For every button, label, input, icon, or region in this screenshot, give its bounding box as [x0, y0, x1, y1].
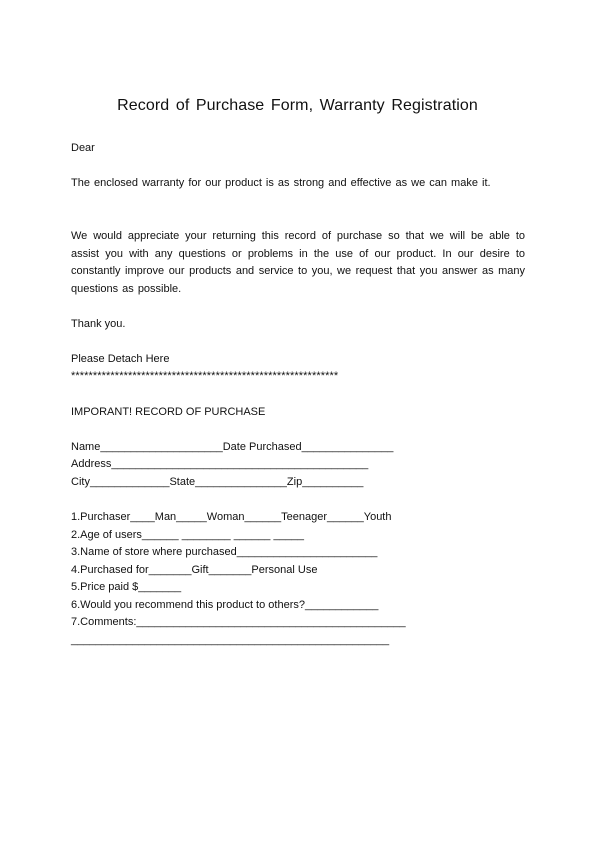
question-age: 2.Age of users______ ________ ______ _____ — [71, 529, 305, 541]
greeting: Dear — [71, 142, 95, 154]
form-line-name-date: Name____________________Date Purchased_______________ — [71, 441, 394, 453]
question-recommend: 6.Would you recommend this product to others?____________ — [71, 599, 379, 611]
paragraph-warranty: The enclosed warranty for our product is as strong and effective as we can make it. — [71, 177, 491, 189]
section-heading: IMPORANT! RECORD OF PURCHASE — [71, 406, 266, 418]
question-purchased-for: 4.Purchased for_______Gift_______Personal Use — [71, 564, 318, 576]
question-store: 3.Name of store where purchased_______________________ — [71, 546, 378, 558]
paragraph-request: We would appreciate your returning this record of purchase so that we will be able to assist you with any questions or problems in the use of our product. In our desire to constantly improve our products and service to you, we request that you answer as many questions as possible. — [71, 230, 525, 295]
comments-continuation: ____________________________________________________ — [71, 634, 390, 646]
form-line-address: Address__________________________________________ — [71, 458, 369, 470]
separator-line: ************************************************************* — [71, 370, 339, 382]
form-line-city-state-zip: City_____________State_______________Zip__________ — [71, 476, 364, 488]
question-purchaser: 1.Purchaser____Man_____Woman______Teenager______Youth — [71, 511, 392, 523]
detach-label: Please Detach Here — [71, 353, 170, 365]
document-title: Record of Purchase Form, Warranty Registration — [117, 97, 478, 114]
question-comments: 7.Comments:____________________________________________ — [71, 616, 406, 628]
closing: Thank you. — [71, 318, 126, 330]
question-price: 5.Price paid $_______ — [71, 581, 182, 593]
